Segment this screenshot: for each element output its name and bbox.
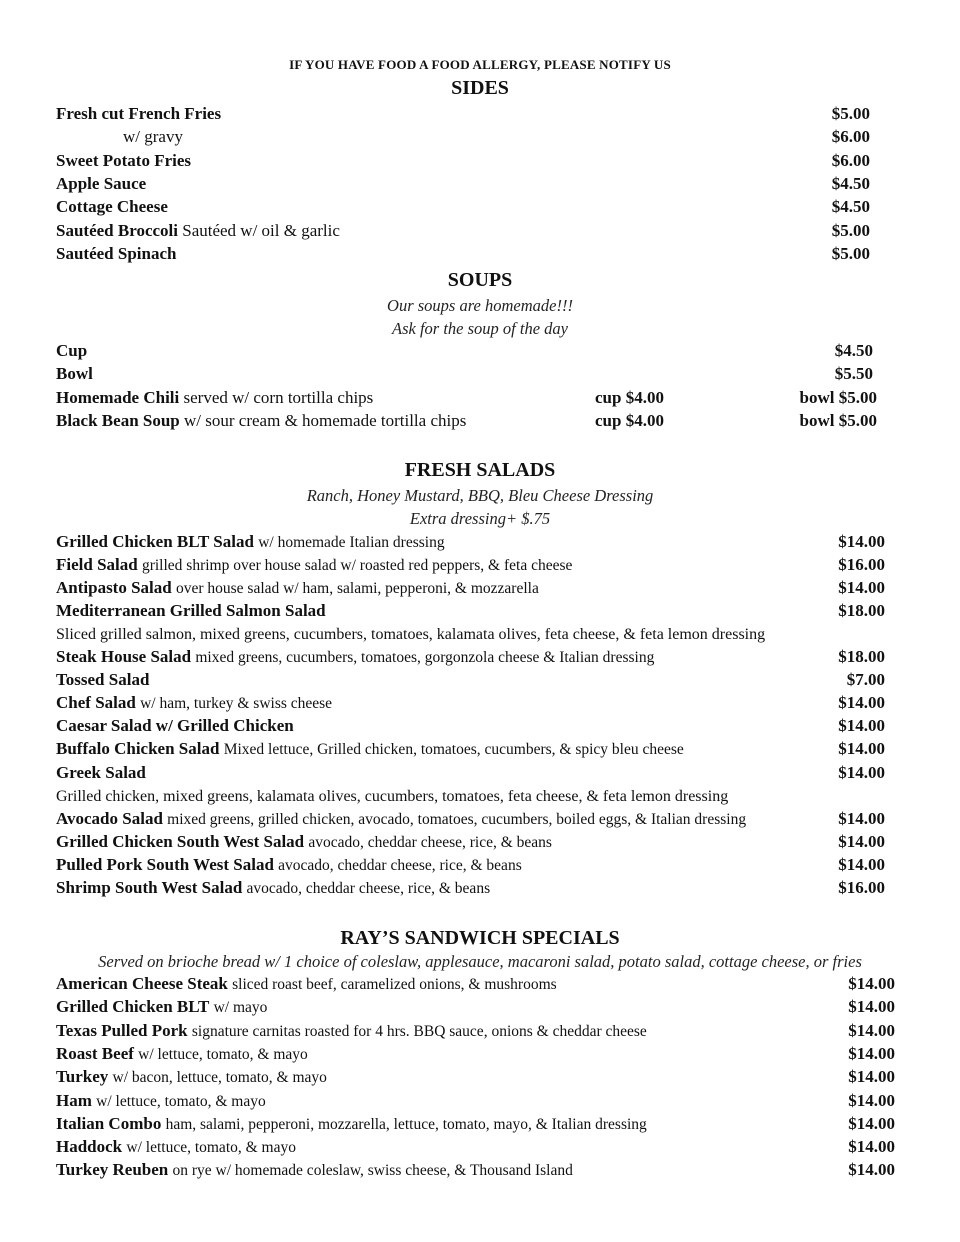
item-price: $14.00 bbox=[848, 1044, 895, 1063]
item-name: Sautéed Broccoli bbox=[56, 221, 178, 240]
item-price: $14.00 bbox=[838, 763, 885, 782]
salads-note: Ranch, Honey Mustard, BBQ, Bleu Cheese Dressing bbox=[306, 486, 654, 505]
item-price: $4.50 bbox=[831, 174, 870, 193]
item-name: Black Bean Soup bbox=[56, 411, 180, 430]
item-price: $14.00 bbox=[838, 693, 885, 712]
menu-item bbox=[56, 1067, 327, 1088]
item-name: Chef Salad bbox=[56, 693, 136, 712]
item-name: Shrimp South West Salad bbox=[56, 878, 243, 897]
item-name: Antipasto Salad bbox=[56, 578, 172, 597]
menu-item bbox=[56, 693, 332, 714]
menu-item bbox=[56, 1137, 296, 1158]
item-price: $14.00 bbox=[848, 1114, 895, 1133]
soups-note: Our soups are homemade!!! bbox=[387, 296, 573, 315]
sandwiches-note: Served on brioche bread w/ 1 choice of coleslaw, applesauce, macaroni salad, potato salad, cottage cheese, or fries bbox=[98, 952, 862, 971]
menu-item bbox=[56, 364, 93, 384]
menu-item bbox=[56, 532, 445, 553]
menu-item bbox=[56, 174, 146, 194]
item-name: Tossed Salad bbox=[56, 670, 150, 689]
menu-item bbox=[56, 1160, 573, 1181]
item-description: sliced roast beef, caramelized onions, & mushrooms bbox=[232, 976, 557, 993]
menu-item bbox=[56, 974, 557, 995]
menu-item bbox=[56, 855, 522, 876]
item-name: Italian Combo bbox=[56, 1114, 162, 1133]
item-description: mixed greens, grilled chicken, avocado, tomatoes, cucumbers, boiled eggs, & Italian dressing bbox=[167, 811, 747, 828]
item-price: $4.50 bbox=[834, 341, 873, 360]
item-name: Ham bbox=[56, 1091, 92, 1110]
salads-heading: FRESH SALADS bbox=[404, 459, 556, 481]
menu-item bbox=[56, 104, 221, 124]
item-price: $14.00 bbox=[848, 1021, 895, 1040]
item-name: Texas Pulled Pork bbox=[56, 1021, 188, 1040]
item-price: $5.00 bbox=[831, 244, 870, 263]
item-name: American Cheese Steak bbox=[56, 974, 228, 993]
item-name: Avocado Salad bbox=[56, 809, 163, 828]
item-name: Pulled Pork South West Salad bbox=[56, 855, 274, 874]
menu-item bbox=[56, 739, 684, 760]
menu-item bbox=[56, 670, 149, 690]
item-description: w/ lettuce, tomato, & mayo bbox=[96, 1093, 266, 1110]
item-name: Grilled Chicken South West Salad bbox=[56, 832, 305, 851]
item-name: Roast Beef bbox=[56, 1044, 134, 1063]
menu-item bbox=[56, 555, 572, 576]
item-name: Haddock bbox=[56, 1137, 123, 1156]
item-price: $14.00 bbox=[848, 1067, 895, 1086]
item-price: $7.00 bbox=[846, 670, 885, 689]
sides-heading: SIDES bbox=[451, 77, 509, 99]
item-description: w/ homemade Italian dressing bbox=[258, 534, 445, 551]
menu-item bbox=[56, 1091, 266, 1112]
item-price: $6.00 bbox=[831, 151, 870, 170]
menu-item bbox=[56, 716, 294, 736]
item-price: $5.00 bbox=[831, 221, 870, 240]
menu-item bbox=[56, 624, 765, 645]
menu-item bbox=[56, 601, 326, 621]
item-price: bowl $5.00 bbox=[799, 411, 877, 430]
item-name: Field Salad bbox=[56, 555, 138, 574]
item-description: w/ bacon, lettuce, tomato, & mayo bbox=[112, 1069, 327, 1086]
item-description: grilled shrimp over house salad w/ roasted red peppers, & feta cheese bbox=[141, 557, 573, 574]
item-description: on rye w/ homemade coleslaw, swiss cheese, & Thousand Island bbox=[172, 1162, 573, 1179]
item-price: $14.00 bbox=[848, 974, 895, 993]
item-description: Mixed lettuce, Grilled chicken, tomatoes, cucumbers, & spicy bleu cheese bbox=[223, 741, 684, 758]
menu-item bbox=[56, 341, 87, 361]
item-name: Turkey Reuben bbox=[56, 1160, 169, 1179]
item-price: $14.00 bbox=[848, 1091, 895, 1110]
menu-item bbox=[56, 786, 728, 807]
item-description: w/ mayo bbox=[213, 999, 268, 1016]
item-description: avocado, cheddar cheese, rice, & beans bbox=[246, 880, 491, 897]
item-price: $14.00 bbox=[848, 997, 895, 1016]
menu-item bbox=[56, 1021, 647, 1042]
item-price: $14.00 bbox=[838, 532, 885, 551]
menu-item bbox=[56, 197, 168, 217]
menu-item bbox=[56, 244, 176, 264]
menu-item bbox=[56, 878, 490, 899]
item-description: over house salad w/ ham, salami, pepperoni, & mozzarella bbox=[175, 580, 539, 597]
item-price: $16.00 bbox=[838, 555, 885, 574]
item-price: $14.00 bbox=[838, 739, 885, 758]
item-name: Mediterranean Grilled Salmon Salad bbox=[56, 601, 326, 620]
menu-item bbox=[56, 763, 146, 783]
item-price: $18.00 bbox=[838, 601, 885, 620]
item-name: Buffalo Chicken Salad bbox=[56, 739, 220, 758]
item-name: Apple Sauce bbox=[56, 174, 147, 193]
item-description: ham, salami, pepperoni, mozzarella, lettuce, tomato, mayo, & Italian dressing bbox=[165, 1116, 647, 1133]
item-price: $14.00 bbox=[848, 1137, 895, 1156]
menu-item bbox=[56, 411, 466, 431]
menu-item bbox=[56, 832, 552, 853]
item-name: Sautéed Spinach bbox=[56, 244, 177, 263]
item-price: $4.50 bbox=[831, 197, 870, 216]
item-description: signature carnitas roasted for 4 hrs. BBQ sauce, onions & cheddar cheese bbox=[191, 1023, 647, 1040]
menu-item bbox=[123, 127, 183, 147]
item-description: w/ lettuce, tomato, & mayo bbox=[138, 1046, 308, 1063]
item-name: Grilled Chicken BLT bbox=[56, 997, 210, 1016]
item-price: $14.00 bbox=[838, 716, 885, 735]
menu-item bbox=[56, 221, 340, 241]
item-name: Sweet Potato Fries bbox=[56, 151, 192, 170]
item-name: Greek Salad bbox=[56, 763, 146, 782]
menu-item bbox=[56, 647, 654, 668]
item-description: mixed greens, cucumbers, tomatoes, gorgonzola cheese & Italian dressing bbox=[195, 649, 655, 666]
item-name: Cottage Cheese bbox=[56, 197, 168, 216]
item-name: Caesar Salad w/ Grilled Chicken bbox=[56, 716, 294, 735]
item-name: Turkey bbox=[56, 1067, 109, 1086]
item-description: Sliced grilled salmon, mixed greens, cucumbers, tomatoes, kalamata olives, feta cheese, & feta lemon dressing bbox=[56, 626, 766, 643]
item-price: $14.00 bbox=[838, 809, 885, 828]
cup-price: cup $4.00 bbox=[595, 411, 664, 430]
item-name: Fresh cut French Fries bbox=[56, 104, 222, 123]
item-description: w/ gravy bbox=[123, 127, 183, 146]
item-description: avocado, cheddar cheese, rice, & beans bbox=[308, 834, 552, 851]
menu-item bbox=[56, 151, 191, 171]
menu-item bbox=[56, 388, 373, 408]
item-description: w/ ham, turkey & swiss cheese bbox=[140, 695, 333, 712]
item-price: bowl $5.00 bbox=[799, 388, 877, 407]
item-description: Grilled chicken, mixed greens, kalamata olives, cucumbers, tomatoes, feta cheese, & feta lemon dressing bbox=[56, 788, 729, 805]
item-name: Bowl bbox=[56, 364, 93, 383]
item-description: served w/ corn tortilla chips bbox=[183, 388, 374, 407]
menu-item bbox=[56, 1114, 647, 1135]
item-name: Homemade Chili bbox=[56, 388, 180, 407]
menu-item bbox=[56, 997, 267, 1018]
item-price: $16.00 bbox=[838, 878, 885, 897]
item-description: w/ sour cream & homemade tortilla chips bbox=[184, 411, 467, 430]
soups-heading: SOUPS bbox=[447, 269, 513, 291]
item-price: $14.00 bbox=[838, 832, 885, 851]
item-name: Grilled Chicken BLT Salad bbox=[56, 532, 254, 551]
sandwiches-heading: RAY’S SANDWICH SPECIALS bbox=[340, 927, 620, 949]
allergy-notice: IF YOU HAVE FOOD A FOOD ALLERGY, PLEASE NOTIFY US bbox=[289, 57, 671, 72]
item-description: avocado, cheddar cheese, rice, & beans bbox=[278, 857, 522, 874]
cup-price: cup $4.00 bbox=[595, 388, 664, 407]
item-description: w/ lettuce, tomato, & mayo bbox=[126, 1139, 296, 1156]
salads-note: Extra dressing+ $.75 bbox=[409, 509, 551, 528]
menu-item bbox=[56, 809, 746, 830]
item-description: Sautéed w/ oil & garlic bbox=[182, 221, 340, 240]
menu-item bbox=[56, 1044, 308, 1065]
soups-note: Ask for the soup of the day bbox=[392, 319, 568, 338]
item-price: $5.50 bbox=[834, 364, 873, 383]
item-price: $5.00 bbox=[831, 104, 870, 123]
menu-item bbox=[56, 578, 539, 599]
item-price: $14.00 bbox=[838, 855, 885, 874]
item-price: $18.00 bbox=[838, 647, 885, 666]
item-price: $14.00 bbox=[848, 1160, 895, 1179]
item-price: $6.00 bbox=[831, 127, 870, 146]
item-price: $14.00 bbox=[838, 578, 885, 597]
item-name: Steak House Salad bbox=[56, 647, 192, 666]
item-name: Cup bbox=[56, 341, 88, 360]
